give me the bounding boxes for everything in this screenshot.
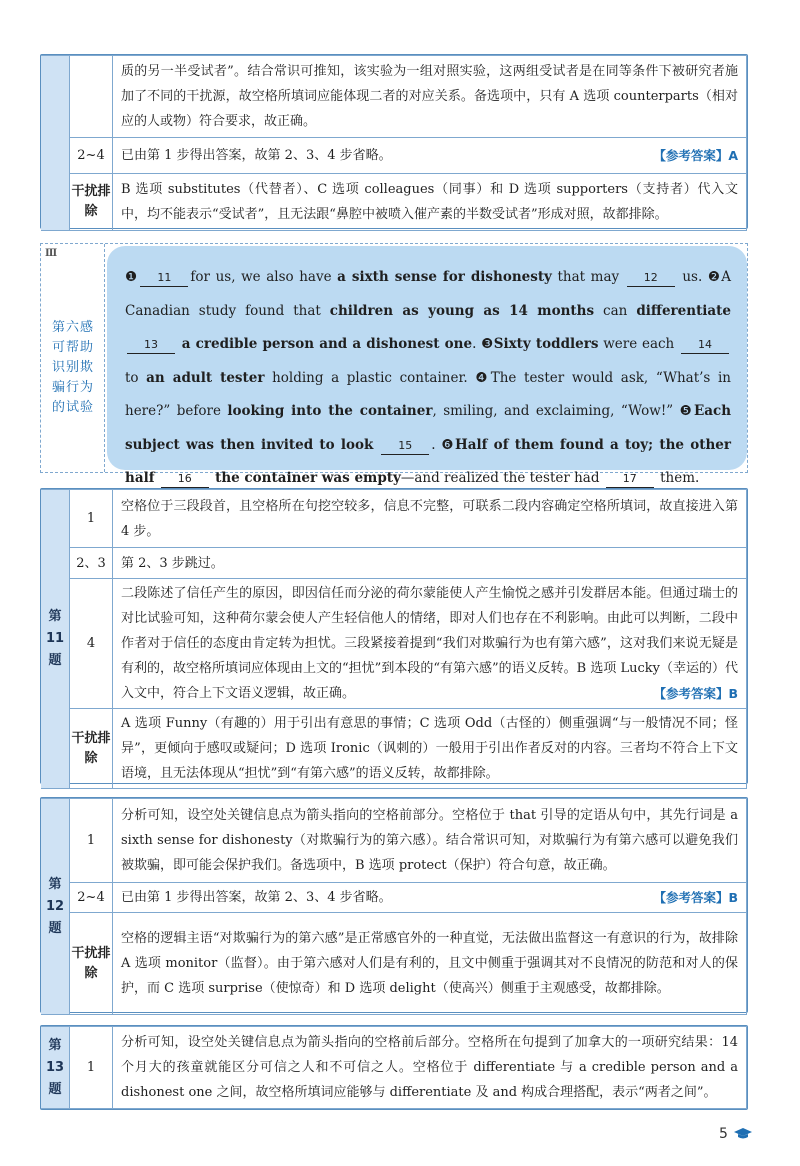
step-cell xyxy=(70,56,113,138)
sentence-marker: ❶ xyxy=(125,269,139,285)
q10-continuation-block xyxy=(40,54,748,229)
step-cell: 4 xyxy=(70,579,113,709)
passage-label-column xyxy=(41,244,105,472)
key-phrase: an adult tester xyxy=(146,369,265,386)
distractor-label: 干扰排除 xyxy=(70,709,113,789)
passage-title: 第六感可帮助识别欺骗行为的试验 xyxy=(51,320,94,415)
key-phrase: Sixty toddlers xyxy=(493,336,599,352)
distractor-text: 空格的逻辑主语“对欺骗行为的第六感”是正常感官外的一种直觉，无法做出监督这一有意识的行为，故排除 A 选项 monitor（监督）。由于第六感对人们是有利的，且文中侧重于强调其对不良情况的防范和对人的保护，而 C 选项 surprise（使惊奇）和 D 选项 delight（使高兴）侧重于主观感受，故都排除。 xyxy=(113,913,747,1015)
section-numeral: Ⅲ xyxy=(45,248,58,259)
passage-panel xyxy=(40,243,748,486)
step-cell: 2~4 xyxy=(70,138,113,174)
reference-answer: 【参考答案】A xyxy=(653,148,738,163)
sentence-marker: ❻ xyxy=(441,436,455,453)
question-label-13: 第13题 xyxy=(41,1027,70,1109)
key-phrase: differentiate xyxy=(636,302,732,319)
step1-text: 质的另一半受试者”。结合常识可推知，该实验为一组对照实验，这两组受试者是在同等条件下被研究者施加了不同的干扰源，故空格所填词应能体现二者的对应关系。备选项中，只有 A 选项 counterparts（相对应的人或物）符合要求，故正确。 xyxy=(113,56,747,138)
blank-13: 13 xyxy=(127,336,175,354)
blank-12: 12 xyxy=(627,269,675,287)
step-cell: 1 xyxy=(70,799,113,883)
q11-block xyxy=(40,488,748,784)
key-phrase: a sixth sense for dishonesty xyxy=(337,269,552,285)
step1-text: 空格位于三段段首，且空格所在句挖空较多，信息不完整，可联系二段内容确定空格所填词，故直接进入第 4 步。 xyxy=(113,490,747,548)
step1-text: 分析可知，设空处关键信息点为箭头指向的空格前后部分。空格所在句提到了加拿大的一项研究结果：14 个月大的孩童就能区分可信之人和不可信之人。空格位于 differentiate 与 a credible person and a dishonest one 之间，故空格所填词应能够与 differentiate 及 and 构成合理搭配，表示“两者之间”。 xyxy=(113,1027,747,1109)
reference-answer: 【参考答案】B xyxy=(653,686,738,701)
blank-14: 14 xyxy=(681,336,729,354)
blank-17: 17 xyxy=(606,470,654,488)
graduation-cap-icon xyxy=(734,1128,752,1140)
key-phrase: children as young as 14 months xyxy=(329,302,595,319)
key-phrase: Each subject was then invited to look xyxy=(125,403,732,453)
blank-15: 15 xyxy=(381,437,429,455)
key-phrase: looking into the container xyxy=(227,403,433,419)
step23-text: 第 2、3 步跳过。 xyxy=(113,548,747,579)
q12-block xyxy=(40,797,748,1013)
step2-text: 已由第 1 步得出答案，故第 2、3、4 步省略。 xyxy=(121,148,392,163)
step-cell: 1 xyxy=(70,1027,113,1109)
blank-16: 16 xyxy=(161,470,209,488)
step-cell: 2~4 xyxy=(70,883,113,913)
key-phrase: Half of them found a toy; the other half xyxy=(125,436,731,486)
q13-block xyxy=(40,1025,748,1110)
step-text: 已由第 1 步得出答案，故第 2、3、4 步省略。 【参考答案】B xyxy=(113,883,747,913)
passage-text: ❶ 11 for us, we also have a sixth sense for dishonesty that may 12 us. ❷A Canadian study found that children as young as 14 months can differentiate 13 a credible person and a dishonest one. ❸Sixty toddlers were each 14 to an adult tester holding a plastic container. ❹The tester would ask, “What’s in here?” before looking into the container, smiling, and exclaiming, “Wow!” ❺Each subject was then invited to look 15 . ❻Half of them found a toy; the other half 16 the container was empty—and realized the tester had 17 them. xyxy=(107,246,747,470)
distractor-label: 干扰排除 xyxy=(70,174,113,231)
key-phrase: a credible person and a dishonest one xyxy=(181,336,473,352)
step-text xyxy=(113,138,747,174)
page-number: 5 xyxy=(719,1126,728,1142)
distractor-text: A 选项 Funny（有趣的）用于引出有意思的事情；C 选项 Odd（古怪的）侧重强调“与一般情况不同；怪异”，更倾向于感叹或疑问；D 选项 Ironic（讽刺的）一般用于引出作者反对的内容。三者均不符合上下文语境，且无法体现从“担忧”到“有第六感”的语义反转，故都排除。 xyxy=(113,709,747,789)
block-side-bar xyxy=(41,56,70,231)
sentence-marker: ❷ xyxy=(707,269,722,285)
sentence-marker: ❺ xyxy=(679,403,694,419)
sentence-marker: ❹ xyxy=(475,369,491,386)
key-phrase: the container was empty xyxy=(215,470,401,486)
step4-text: 二段陈述了信任产生的原因，即因信任而分泌的荷尔蒙能使人产生愉悦之感并引发群居本能。但通过瑞士的对比试验可知，这种荷尔蒙会使人产生轻信他人的情绪，即对人们也存在不利影响。由此可以判断，二段中作者对于信任的态度由肯定转为担忧。三段紧接着提到“我们对欺骗行为也有第六感”，这对我们来说无疑是有利的，故空格所填词应体现由上文的“担忧”到本段的“有第六感”的语义反转。B 选项 Lucky（幸运的）代入文中，符合上下文语义逻辑，故正确。 【参考答案】B xyxy=(113,579,747,709)
distractor-text: B 选项 substitutes（代替者）、C 选项 colleagues（同事）和 D 选项 supporters（支持者）代入文中，均不能表示“受试者”，且无法跟“鼻腔中被喷入催产素的半数受试者”形成对照，故都排除。 xyxy=(113,174,747,231)
blank-11: 11 xyxy=(140,269,188,287)
step1-text: 分析可知，设空处关键信息点为箭头指向的空格前部分。空格位于 that 引导的定语从句中，其先行词是 a sixth sense for dishonesty（对欺骗行为的第六感）。结合常识可知，对欺骗行为有第六感可以避免我们被欺骗，即可能会保护我们。备选项中，B 选项 protect（保护）符合句意，故正确。 xyxy=(113,799,747,883)
step-cell: 1 xyxy=(70,490,113,548)
reference-answer: 【参考答案】B xyxy=(653,890,738,905)
distractor-label: 干扰排除 xyxy=(70,913,113,1015)
question-label-11: 第11题 xyxy=(41,490,70,789)
sentence-marker: ❸ xyxy=(481,336,494,352)
step-cell: 2、3 xyxy=(70,548,113,579)
question-label-12: 第12题 xyxy=(41,799,70,1015)
